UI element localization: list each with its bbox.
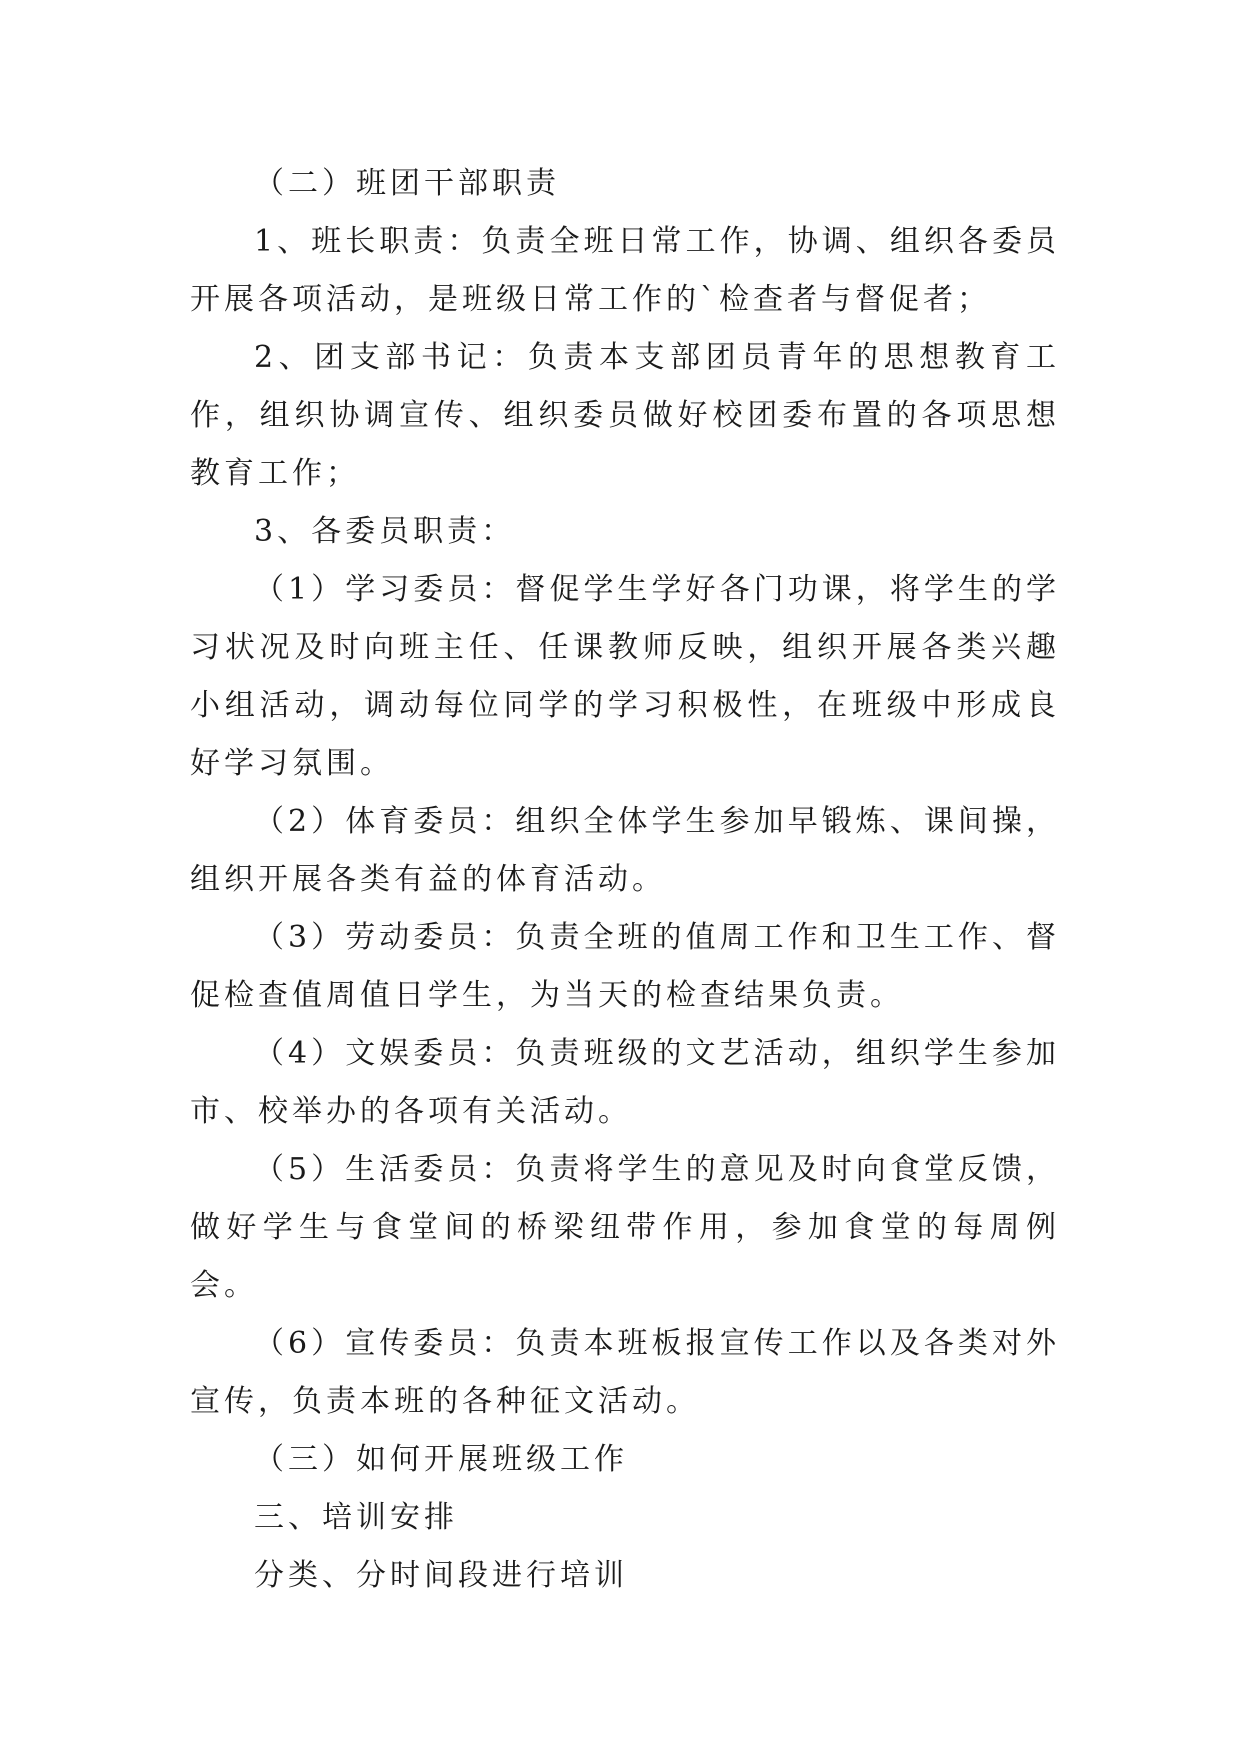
paragraph-training-plan: 分类、分时间段进行培训 bbox=[254, 1558, 628, 1593]
section-heading-training: 三、培训安排 bbox=[254, 1500, 458, 1535]
section-heading-class-work: （三）如何开展班级工作 bbox=[254, 1442, 628, 1477]
paragraph-monitor-duties: 1、班长职责：负责全班日常工作，协调、组织各委员开展各项活动，是班级日常工作的`检查者与督促者； bbox=[190, 224, 1060, 317]
paragraph-life-committee: （5）生活委员：负责将学生的意见及时向食堂反馈，做好学生与食堂间的桥梁纽带作用，参加食堂的每周例会。 bbox=[190, 1152, 1060, 1303]
section-heading-cadre-duties: （二）班团干部职责 bbox=[254, 166, 560, 201]
paragraph-committee-duties-heading: 3、各委员职责： bbox=[254, 514, 516, 549]
paragraph-sports-committee: （2）体育委员：组织全体学生参加早锻炼、课间操，组织开展各类有益的体育活动。 bbox=[190, 804, 1060, 897]
paragraph-study-committee: （1）学习委员：督促学生学好各门功课，将学生的学习状况及时向班主任、任课教师反映，组织开展各类兴趣小组活动，调动每位同学的学习积极性，在班级中形成良好学习氛围。 bbox=[190, 572, 1060, 781]
paragraph-league-secretary-duties: 2、团支部书记：负责本支部团员青年的思想教育工作，组织协调宣传、组织委员做好校团委布置的各项思想教育工作； bbox=[190, 340, 1060, 491]
paragraph-publicity-committee: （6）宣传委员：负责本班板报宣传工作以及各类对外宣传，负责本班的各种征文活动。 bbox=[190, 1326, 1060, 1419]
paragraph-labor-committee: （3）劳动委员：负责全班的值周工作和卫生工作、督促检查值周值日学生，为当天的检查结果负责。 bbox=[190, 920, 1060, 1013]
paragraph-entertainment-committee: （4）文娱委员：负责班级的文艺活动，组织学生参加市、校举办的各项有关活动。 bbox=[190, 1036, 1060, 1129]
document-body bbox=[190, 155, 1060, 1605]
